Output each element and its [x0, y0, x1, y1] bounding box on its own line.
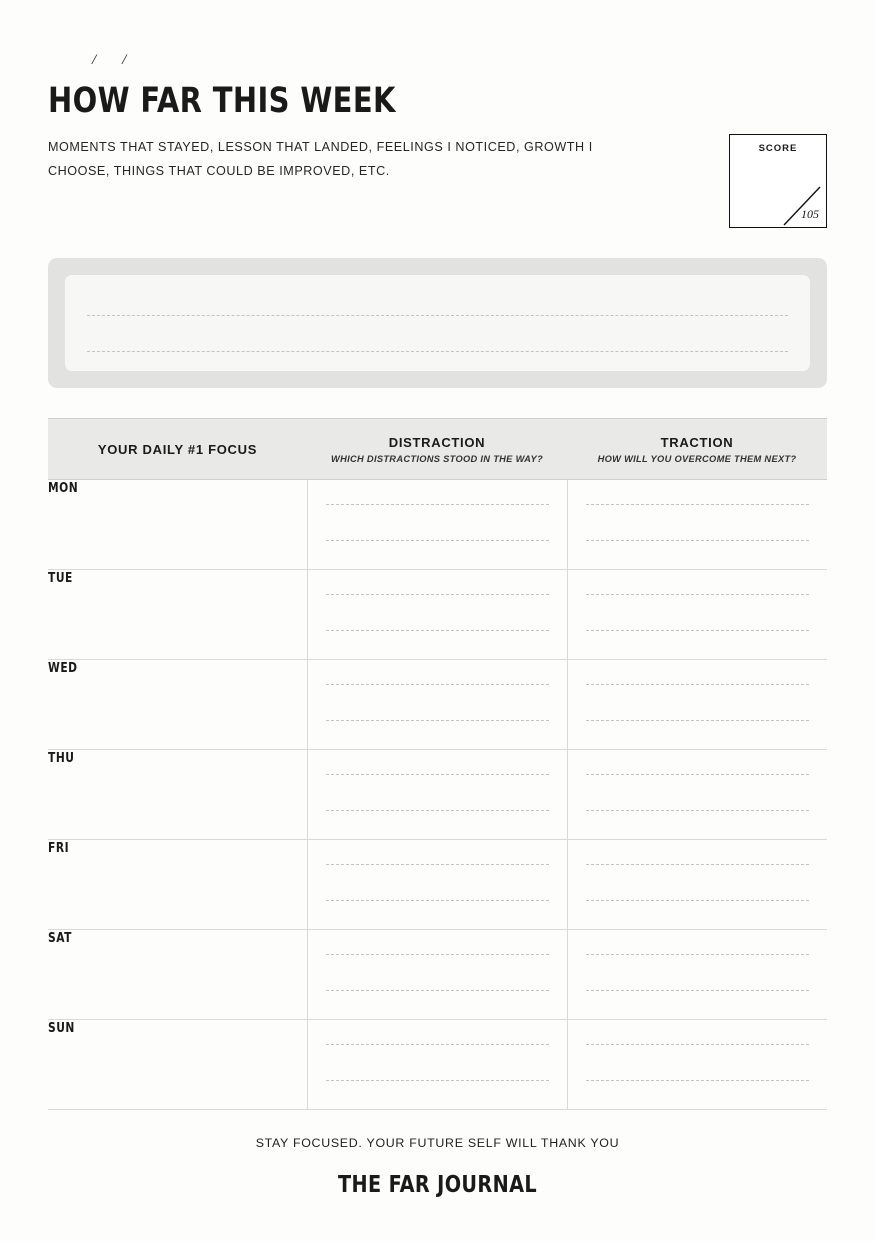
- distraction-cell[interactable]: [307, 480, 567, 570]
- writing-line: [586, 630, 810, 631]
- table-row: [48, 1020, 827, 1110]
- score-label: SCORE: [758, 143, 798, 154]
- traction-cell[interactable]: [567, 480, 827, 570]
- writing-line: [586, 774, 810, 775]
- table-row: [48, 480, 827, 570]
- writing-line: [326, 900, 549, 901]
- traction-cell[interactable]: [567, 750, 827, 840]
- traction-cell[interactable]: [567, 570, 827, 660]
- distraction-cell[interactable]: [307, 930, 567, 1020]
- date-month-input[interactable]: [96, 50, 122, 70]
- writing-line: [586, 1044, 810, 1045]
- traction-cell[interactable]: [567, 1020, 827, 1110]
- footer-tagline: STAY FOCUSED. YOUR FUTURE SELF WILL THANK YOU: [255, 1136, 620, 1150]
- column-header-focus-title: YOUR DAILY #1 FOCUS: [97, 441, 258, 457]
- focus-cell[interactable]: [48, 750, 307, 840]
- table-row: [48, 930, 827, 1020]
- day-label: WED: [48, 660, 78, 676]
- distraction-cell[interactable]: [307, 660, 567, 750]
- focus-cell[interactable]: [48, 660, 307, 750]
- writing-line: [326, 540, 549, 541]
- day-label: MON: [48, 480, 79, 496]
- writing-line: [326, 774, 549, 775]
- date-year-input[interactable]: [126, 50, 152, 70]
- table-row: [48, 570, 827, 660]
- focus-cell[interactable]: [48, 930, 307, 1020]
- writing-line: [326, 594, 549, 595]
- score-value: 105: [801, 207, 819, 221]
- column-header-distraction-sub: WHICH DISTRACTIONS STOOD IN THE WAY?: [331, 453, 543, 464]
- distraction-cell[interactable]: [307, 1020, 567, 1110]
- writing-line: [586, 1080, 810, 1081]
- writing-line: [326, 1044, 549, 1045]
- writing-line: [326, 954, 549, 955]
- writing-line: [326, 684, 549, 685]
- writing-line: [326, 810, 549, 811]
- focus-cell[interactable]: [48, 570, 307, 660]
- column-header-distraction: [307, 419, 567, 480]
- distraction-cell[interactable]: [307, 840, 567, 930]
- header-text-block: [48, 82, 648, 184]
- day-label: FRI: [48, 840, 70, 856]
- focus-cell[interactable]: [48, 480, 307, 570]
- distraction-cell[interactable]: [307, 750, 567, 840]
- column-header-traction-title: TRACTION: [660, 434, 734, 450]
- traction-cell[interactable]: [567, 660, 827, 750]
- column-header-focus: [48, 419, 307, 480]
- day-label: SAT: [48, 930, 72, 946]
- date-field[interactable]: [48, 44, 827, 70]
- page-title: HOW FAR THIS WEEK: [48, 81, 396, 121]
- writing-line: [326, 630, 549, 631]
- footer: [48, 1136, 827, 1198]
- writing-line: [586, 594, 810, 595]
- writing-line: [586, 504, 810, 505]
- weekly-notes-input[interactable]: [65, 275, 810, 371]
- column-header-traction: [567, 419, 827, 480]
- writing-line: [586, 990, 810, 991]
- traction-cell[interactable]: [567, 930, 827, 1020]
- focus-cell[interactable]: [48, 840, 307, 930]
- writing-line: [586, 810, 810, 811]
- writing-line: [586, 540, 810, 541]
- page-subtitle: MOMENTS THAT STAYED, LESSON THAT LANDED, FEELINGS I NOTICED, GROWTH I CHOOSE, THINGS THAT COULD BE IMPROVED, ETC.: [48, 139, 593, 179]
- date-separator-2: /: [122, 52, 127, 68]
- writing-line: [326, 864, 549, 865]
- column-header-distraction-title: DISTRACTION: [388, 434, 486, 450]
- writing-line: [586, 684, 810, 685]
- distraction-cell[interactable]: [307, 570, 567, 660]
- worksheet-body: [48, 0, 827, 1198]
- writing-line: [586, 720, 810, 721]
- day-label: THU: [48, 750, 75, 766]
- notes-writing-line: [87, 315, 788, 316]
- date-separator-1: /: [92, 52, 97, 68]
- column-header-traction-sub: HOW WILL YOU OVERCOME THEM NEXT?: [597, 453, 797, 464]
- writing-line: [586, 900, 810, 901]
- table-row: [48, 840, 827, 930]
- footer-brand: THE FAR JOURNAL: [338, 1172, 537, 1198]
- table-row: [48, 660, 827, 750]
- writing-line: [326, 504, 549, 505]
- writing-line: [326, 720, 549, 721]
- weekly-notes-panel: [48, 258, 827, 388]
- writing-line: [586, 864, 810, 865]
- weekly-focus-table: [48, 418, 827, 1110]
- table-row: [48, 750, 827, 840]
- writing-line: [326, 1080, 549, 1081]
- focus-cell[interactable]: [48, 1020, 307, 1110]
- header: [48, 82, 827, 228]
- day-label: SUN: [48, 1020, 75, 1036]
- score-box[interactable]: [729, 134, 827, 228]
- traction-cell[interactable]: [567, 840, 827, 930]
- writing-line: [586, 954, 810, 955]
- day-label: TUE: [48, 570, 73, 586]
- table-header-row: [48, 419, 827, 480]
- date-day-input[interactable]: [66, 50, 92, 70]
- writing-line: [326, 990, 549, 991]
- notes-writing-line: [87, 351, 788, 352]
